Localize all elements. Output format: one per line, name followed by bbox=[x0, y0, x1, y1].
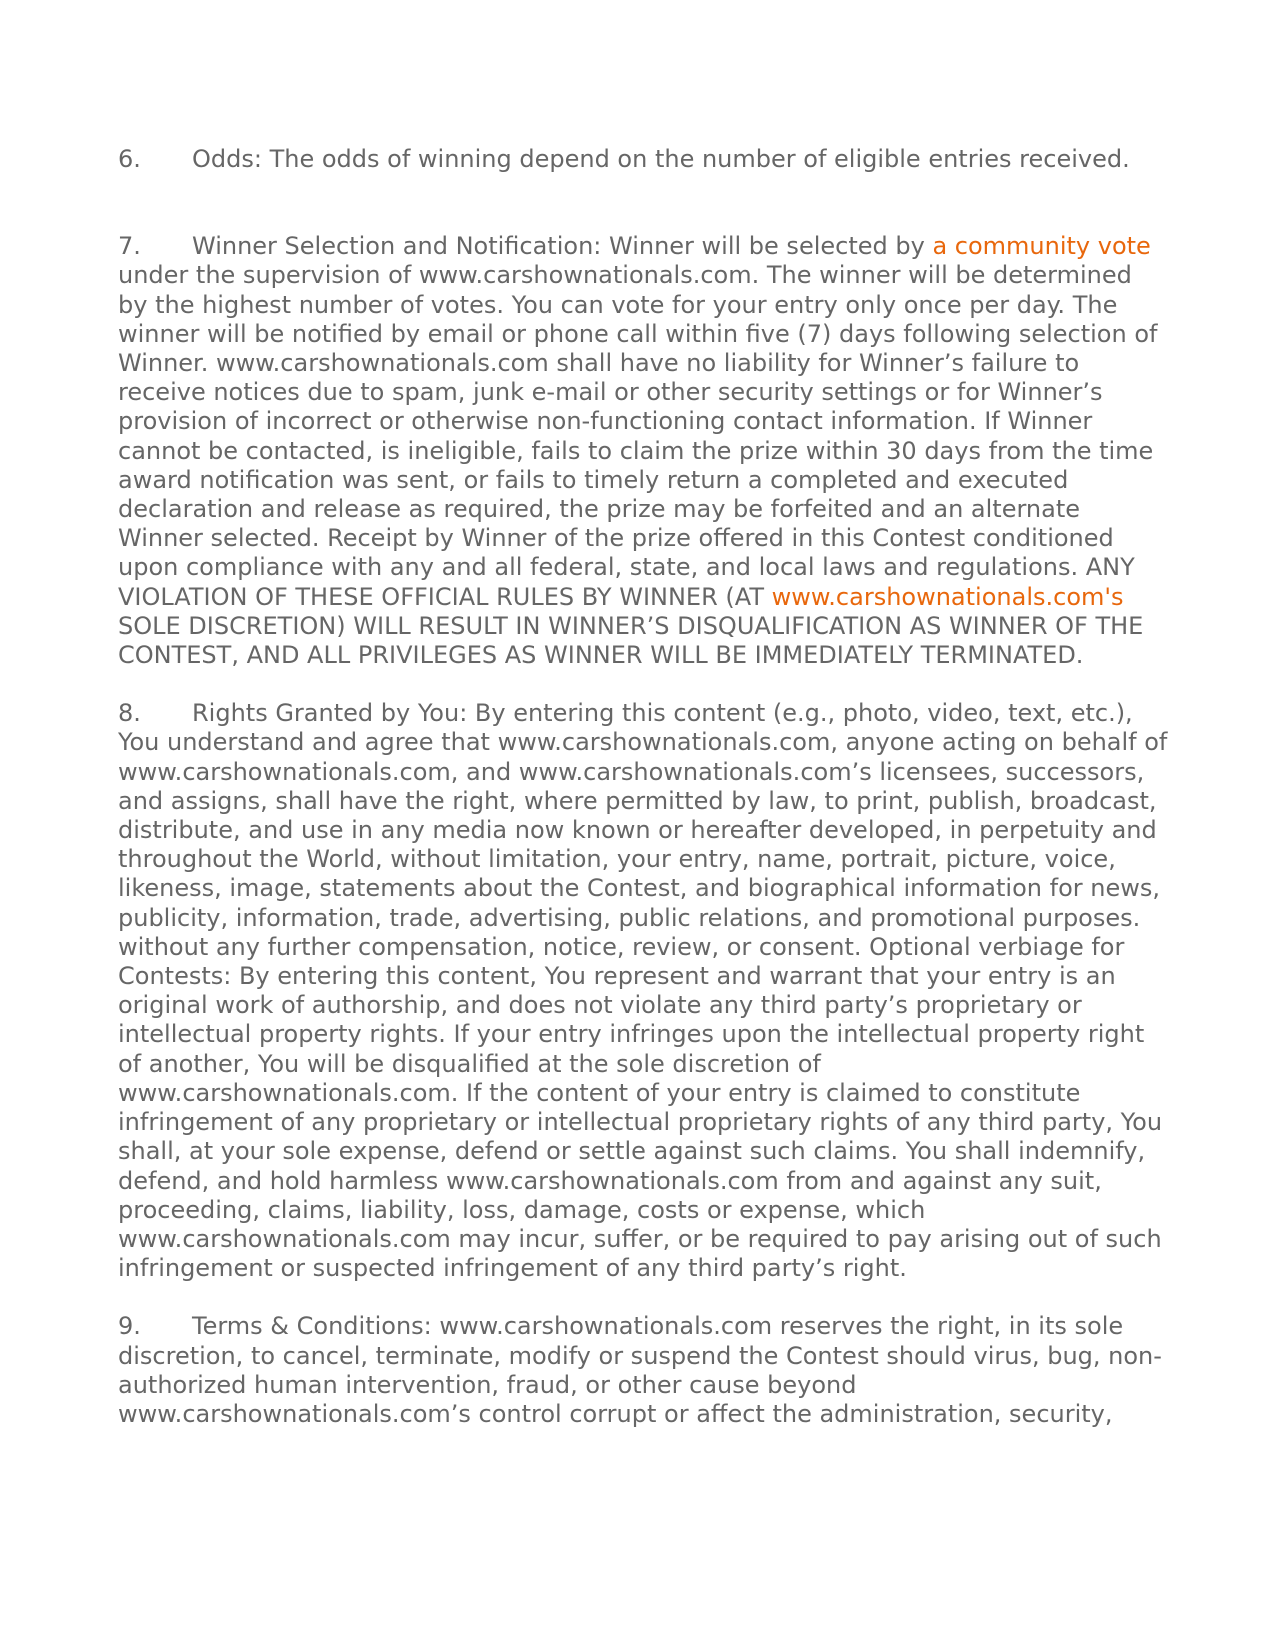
community-vote-link[interactable]: a community vote bbox=[932, 232, 1151, 261]
paragraph-7-winner-selection bbox=[118, 232, 1168, 670]
winner-disqualification-text: SOLE DISCRETION) WILL RESULT IN WINNER’S DISQUALIFICATION AS WINNER OF THE CONTEST, AND ALL PRIVILEGES AS WINNER WILL BE IMMEDIATELY TERMINATED. bbox=[118, 611, 1144, 670]
document-page bbox=[118, 145, 1168, 1429]
winner-selection-text: Winner Selection and Notification: Winner will be selected by bbox=[192, 232, 933, 261]
winner-selection-text-continued: under the supervision of www.carshownationals.com. The winner will be determined by the highest number of votes. You can vote for your entry only once per day. The winner will be notified by email or phone call within five (7) days following selection of Winner. www.carshownationals.com shall have no liability for Winner’s failure to receive notices due to spam, junk e-mail or other security settings or for Winner’s provision of incorrect or otherwise non-functioning contact information. If Winner cannot be contacted, is ineligible, fails to claim the prize within 30 days from the time award notification was sent, or fails to timely return a completed and executed declaration and release as required, the prize may be forfeited and an alternate Winner selected. Receipt by Winner of the prize offered in this Contest conditioned upon compliance with any and all federal, state, and local laws and regulations. ANY VIOLATION OF THESE OFFICIAL RULES BY WINNER (AT bbox=[118, 261, 1158, 611]
paragraph-number: 8. bbox=[118, 699, 141, 728]
rights-granted-text: Rights Granted by You: By entering this content (e.g., photo, video, text, etc.), You understand and agree that www.carshownationals.com, anyone acting on behalf of www.carshownationals.com, and www.carshownationals.com’s licensees, successors, and assigns, shall have the right, where permitted by law, to print, publish, broadcast, distribute, and use in any media now known or hereafter developed, in perpetuity and throughout the World, without limitation, your entry, name, portrait, picture, voice, likeness, image, statements about the Contest, and biographical information for news, publicity, information, trade, advertising, public relations, and promotional purposes. without any further compensation, notice, review, or consent. Optional verbiage for Contests: By entering this content, You represent and warrant that your entry is an original work of authorship, and does not violate any third party’s proprietary or intellectual property rights. If your entry infringes upon the intellectual property right of another, You will be disqualified at the sole discretion of www.carshownationals.com. If the content of your entry is claimed to constitute infringement of any proprietary or intellectual proprietary rights of any third party, You shall, at your sole expense, defend or settle against such claims. You shall indemnify, defend, and hold harmless www.carshownationals.com from and against any suit, proceeding, claims, liability, loss, damage, costs or expense, which www.carshownationals.com may incur, suffer, or be required to pay arising out of such infringement or suspected infringement of any third party’s right. bbox=[118, 699, 1168, 1283]
paragraph-8-rights-granted bbox=[118, 699, 1168, 1283]
paragraph-number: 7. bbox=[118, 232, 141, 261]
paragraph-number: 6. bbox=[118, 145, 141, 173]
terms-conditions-text: Terms & Conditions: www.carshownationals.com reserves the right, in its sole discretion, to cancel, terminate, modify or suspend the Contest should virus, bug, non-authorized human intervention, fraud, or other cause beyond www.carshownationals.com’s control corrupt or affect the administration, security, bbox=[118, 1312, 1162, 1428]
paragraph-number: 9. bbox=[118, 1312, 141, 1341]
paragraph-6-odds bbox=[118, 145, 1168, 174]
paragraph-9-terms-conditions bbox=[118, 1312, 1168, 1429]
odds-text: Odds: The odds of winning depend on the number of eligible entries received. bbox=[192, 145, 1130, 173]
carshownationals-link[interactable]: www.carshownationals.com's bbox=[771, 582, 1124, 611]
